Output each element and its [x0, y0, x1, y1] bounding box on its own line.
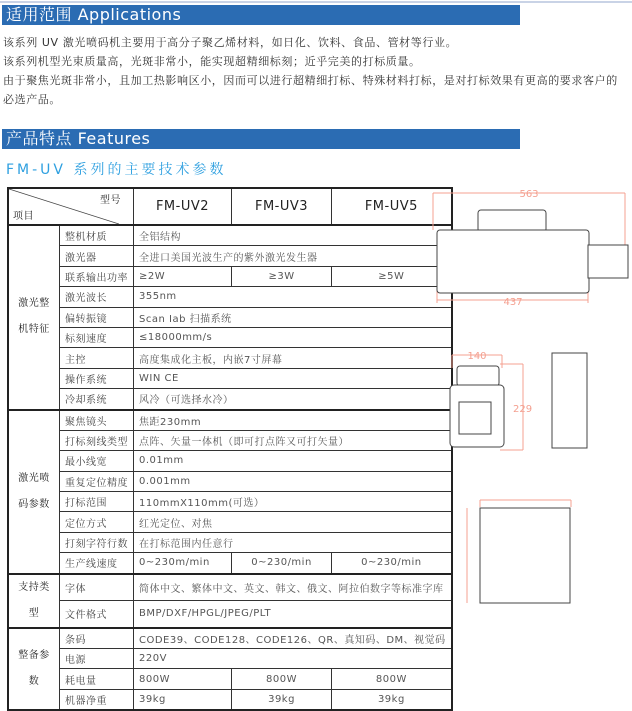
top-divider: [0, 1, 632, 3]
row-value: 355nm: [134, 287, 452, 307]
group-label: 激光整机特征: [8, 225, 60, 410]
row-label: 偏转振镜: [60, 307, 134, 327]
row-label: 耗电量: [60, 669, 134, 689]
group-label: 整备参数: [8, 628, 60, 711]
row-value: 800W: [134, 669, 232, 689]
row-value: ≥5W: [332, 266, 452, 286]
row-value: 0~230m/min: [134, 553, 232, 574]
row-label: 文件格式: [60, 601, 134, 628]
table-row: [8, 628, 452, 649]
corner-header: [8, 188, 134, 225]
features-header: 产品特点 Features: [2, 129, 520, 149]
table-row: [8, 307, 452, 327]
row-value: 0~230/min: [231, 553, 331, 574]
group-label: 激光喷码参数: [8, 410, 60, 574]
table-row: [8, 430, 452, 450]
table-row: [8, 246, 452, 266]
bottom-view-drawing: [460, 495, 590, 610]
row-value: ≥3W: [231, 266, 331, 286]
row-value: 高度集成化主板，内嵌7寸屏幕: [134, 348, 452, 368]
table-row: [8, 669, 452, 689]
table-row: [8, 601, 452, 628]
row-value: WIN CE: [134, 368, 452, 388]
row-label: 激光波长: [60, 287, 134, 307]
model-header: FM-UV5: [332, 188, 452, 225]
table-row: [8, 225, 452, 246]
table-row: [8, 266, 452, 286]
row-value: 39kg: [134, 689, 232, 710]
row-value: 红光定位、对焦: [134, 512, 452, 532]
row-value: 0~230/min: [332, 553, 452, 574]
row-label: 最小线宽: [60, 451, 134, 471]
group-label: 支持类型: [8, 574, 60, 628]
table-row: [8, 348, 452, 368]
row-value: 在打标范围内任意行: [134, 532, 452, 552]
applications-header: 适用范围 Applications: [2, 5, 520, 25]
applications-line-3: 由于聚焦光斑非常小，且加工热影响区小，因而可以进行超精细打标、特殊材料打标，是对打标效果有更高的要求客户的必选产品。: [3, 74, 618, 106]
table-row: [8, 574, 452, 601]
row-value: BMP/DXF/HPGL/JPEG/PLT: [134, 601, 452, 628]
row-label: 联系输出功率: [60, 266, 134, 286]
row-value: 800W: [231, 669, 331, 689]
spec-table: [7, 187, 453, 711]
row-label: 主控: [60, 348, 134, 368]
table-row: [8, 553, 452, 574]
row-label: 冷却系统: [60, 389, 134, 410]
row-value: CODE39、CODE128、CODE126、QR、真知码、DM、视觉码: [134, 628, 452, 649]
row-label: 打刻字符行数: [60, 532, 134, 552]
table-row: [8, 649, 452, 669]
row-label: 打标刻线类型: [60, 430, 134, 450]
corner-bottom-label: 项目: [13, 211, 34, 222]
row-value: 点阵、矢量一体机（即可打点阵又可打矢量）: [134, 430, 452, 450]
model-header: FM-UV3: [231, 188, 331, 225]
table-row: [8, 689, 452, 710]
row-value: 简体中文、繁体中文、英文、韩文、俄文、阿拉伯数字等标准字库: [134, 574, 452, 601]
row-value: 110mmX110mm(可选）: [134, 492, 452, 512]
row-value: 全进口美国光波生产的紫外激光发生器: [134, 246, 452, 266]
row-label: 聚焦镜头: [60, 410, 134, 431]
top-view-drawing: [425, 185, 630, 310]
table-row: [8, 287, 452, 307]
front-side-view-drawing: [445, 348, 625, 458]
row-value: 39kg: [332, 689, 452, 710]
row-value: ≥2W: [134, 266, 232, 286]
row-label: 生产线速度: [60, 553, 134, 574]
row-value: 220V: [134, 649, 452, 669]
applications-line-2: 该系列机型光束质量高，光斑非常小，能实现超精细标刻；近乎完美的打标质量。: [3, 55, 421, 68]
table-row: [8, 492, 452, 512]
table-row: [8, 512, 452, 532]
row-label: 激光器: [60, 246, 134, 266]
table-row: [8, 532, 452, 552]
row-label: 打标范围: [60, 492, 134, 512]
table-row: [8, 471, 452, 491]
dim-front-height: 229: [513, 404, 533, 415]
row-value: 全铝结构: [134, 225, 452, 246]
dim-top-width: 563: [519, 189, 539, 200]
row-label: 电源: [60, 649, 134, 669]
row-value: 0.01mm: [134, 451, 452, 471]
table-row: [8, 327, 452, 347]
table-row: [8, 410, 452, 431]
dim-top-body: 437: [503, 297, 523, 308]
row-value: 0.001mm: [134, 471, 452, 491]
table-row: [8, 389, 452, 410]
row-value: 800W: [332, 669, 452, 689]
row-label: 机器净重: [60, 689, 134, 710]
corner-top-label: 型号: [100, 195, 121, 206]
row-label: 定位方式: [60, 512, 134, 532]
model-header: FM-UV2: [134, 188, 232, 225]
row-value: 焦距230mm: [134, 410, 452, 431]
applications-line-1: 该系列 UV 激光喷码机主要用于高分子聚乙烯材料，如日化、饮料、食品、管材等行业。: [3, 36, 458, 49]
row-label: 条码: [60, 628, 134, 649]
row-value: 39kg: [231, 689, 331, 710]
row-label: 标刻速度: [60, 327, 134, 347]
features-subtitle: FM-UV 系列的主要技术参数: [6, 162, 227, 178]
dim-front-width: 140: [467, 351, 487, 362]
table-row: [8, 451, 452, 471]
row-label: 整机材质: [60, 225, 134, 246]
row-value: ≤18000mm/s: [134, 327, 452, 347]
row-value: 风冷（可选择水冷）: [134, 389, 452, 410]
row-label: 重复定位精度: [60, 471, 134, 491]
table-row: [8, 368, 452, 388]
row-label: 字体: [60, 574, 134, 601]
row-value: Scan Ⅰab 扫描系统: [134, 307, 452, 327]
row-label: 操作系统: [60, 368, 134, 388]
